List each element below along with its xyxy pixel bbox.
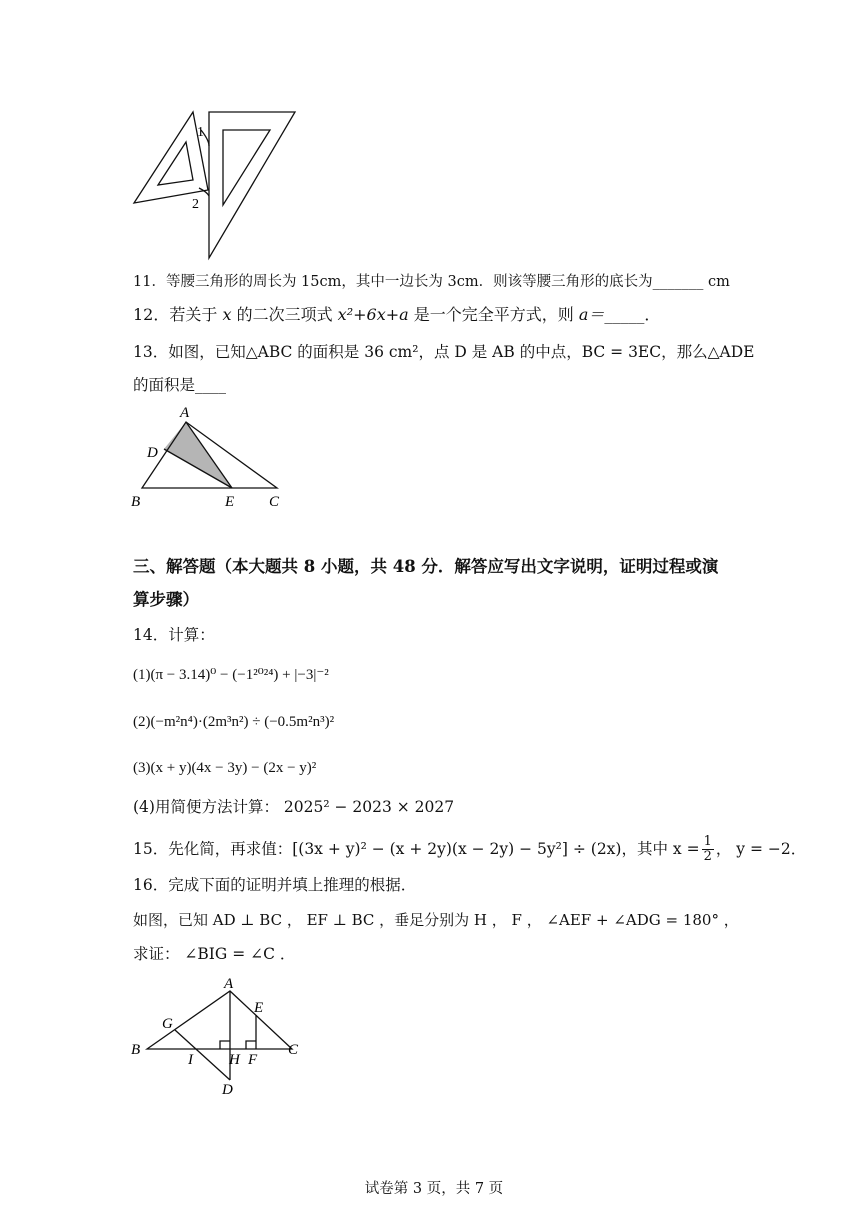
point-d-label: D	[147, 445, 158, 461]
point-f-label: F	[248, 1052, 258, 1068]
point-c-label: C	[288, 1042, 299, 1058]
question-14-part2: (2)(−m²n⁴)·(2m³n²) ÷ (−0.5m²n³)²	[133, 714, 335, 730]
question-15: 15．先化简，再求值：[(3x + y)² − (x + 2y)(x − 2y) − 5y²] ÷ (2x)，其中 x = $\frac{1}{2}$ ， y = −2．	[133, 833, 807, 864]
angle-label-1: 1	[197, 125, 204, 140]
point-e-label: E	[254, 1000, 264, 1016]
point-c-label: C	[269, 494, 280, 510]
fraction-one-half: $\frac{1}{2}$	[703, 833, 712, 864]
point-a-label: A	[224, 976, 234, 992]
angle-label-2: 2	[192, 197, 199, 212]
question-16-line1: 16．完成下面的证明并填上推理的根据．	[133, 876, 417, 894]
point-b-label: B	[131, 494, 141, 510]
point-e-label: E	[225, 494, 235, 510]
section-3-heading-line1: 三、解答题（本大题共 8 小题，共 48 分．解答应写出文字说明，证明过程或演	[133, 557, 719, 576]
set-squares-figure	[125, 100, 310, 265]
question-13-line1: 13．如图，已知△ABC 的面积是 36 cm²，点 D 是 AB 的中点，BC = 3EC，那么△ADE	[133, 343, 755, 361]
proof-figure	[125, 972, 310, 1102]
question-16-line2: 如图，已知 AD ⊥ BC ， EF ⊥ BC ，垂足分别为 H ， F ， ∠AEF + ∠ADG = 180° ，	[133, 911, 739, 929]
question-14-title: 14．计算：	[133, 626, 215, 644]
question-14-part1: (1)(π − 3.14)⁰ − (−1²⁰²⁴) + |−3|⁻²	[133, 667, 329, 683]
triangle-abc-figure	[125, 402, 295, 512]
question-12: 12．若关于 x 的二次三项式 x²+6x+a 是一个完全平方式，则 a＝_____．	[133, 305, 661, 324]
point-a-label: A	[180, 405, 190, 421]
point-h-label: H	[229, 1052, 240, 1068]
question-14-part3: (3)(x + y)(4x − 3y) − (2x − y)²	[133, 760, 317, 776]
question-14-part4: (4)用简便方法计算： 2025² − 2023 × 2027	[133, 798, 455, 816]
question-11: 11．等腰三角形的周长为 15cm，其中一边长为 3cm．则该等腰三角形的底长为_______ cm	[133, 274, 730, 290]
question-16-line3: 求证： ∠BIG = ∠C ．	[133, 945, 296, 963]
point-b-label: B	[131, 1042, 141, 1058]
section-3-heading-line2: 算步骤）	[133, 590, 199, 609]
question-13-line2: 的面积是____	[133, 376, 227, 394]
page-footer: 试卷第 3 页，共 7 页	[364, 1181, 504, 1197]
point-d-label: D	[222, 1082, 233, 1098]
point-i-label: I	[188, 1052, 193, 1068]
point-g-label: G	[162, 1016, 173, 1032]
